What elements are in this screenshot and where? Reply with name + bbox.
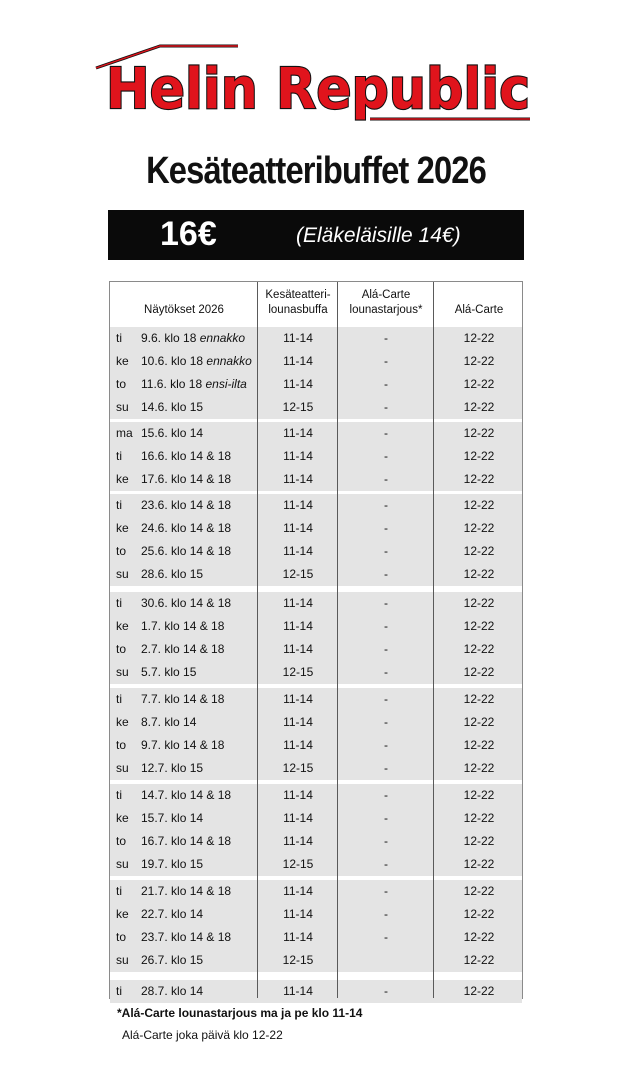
date-text: 1.7. klo 14 & 18: [141, 619, 225, 633]
day-cell: ke: [116, 715, 129, 729]
lunch-offer-cell: -: [384, 354, 388, 368]
buffet-cell: 11-14: [283, 472, 313, 486]
buffet-cell: 12-15: [282, 400, 314, 414]
day-cell: ke: [116, 619, 129, 633]
buffet-cell: 11-14: [283, 426, 313, 440]
lunch-offer-cell: -: [384, 472, 388, 486]
day-cell: su: [116, 400, 129, 414]
price-main: 16€: [160, 215, 217, 253]
date-cell: [141, 468, 231, 491]
date-cell: [141, 350, 252, 373]
day-cell: ti: [116, 449, 122, 463]
date-text: 17.6. klo 14 & 18: [141, 472, 232, 486]
date-text: 23.6. klo 14 & 18: [141, 498, 232, 512]
date-text: 26.7. klo 15: [141, 953, 204, 967]
date-cell: [141, 396, 203, 419]
buffet-cell: 11-14: [283, 834, 313, 848]
lunch-offer-cell: -: [384, 498, 388, 512]
buffet-cell: 11-14: [283, 354, 313, 368]
table-row: [110, 661, 522, 684]
alacarte-cell: 12-22: [463, 884, 495, 898]
day-cell: ke: [116, 811, 129, 825]
date-cell: [141, 517, 231, 540]
buffet-cell: 11-14: [283, 692, 313, 706]
date-cell: [141, 615, 224, 638]
lunch-offer-cell: -: [384, 521, 388, 535]
buffet-cell: 11-14: [283, 811, 313, 825]
day-cell: su: [116, 953, 129, 967]
header-buffet: [258, 288, 338, 318]
header-buffet-line2: lounasbuffa: [268, 304, 328, 316]
date-text: 28.7. klo 14: [141, 984, 204, 998]
buffet-cell: 11-14: [283, 984, 313, 998]
lunch-offer-cell: -: [384, 692, 388, 706]
column-divider: [337, 282, 338, 998]
date-cell: [141, 422, 203, 445]
alacarte-cell: 12-22: [463, 619, 495, 633]
alacarte-cell: 12-22: [463, 449, 495, 463]
lunch-offer-cell: -: [384, 665, 388, 679]
table-row: [110, 688, 522, 711]
table-row: [110, 615, 522, 638]
logo-text: Helin Republic: [106, 57, 530, 122]
lunch-offer-cell: -: [384, 811, 388, 825]
date-cell: [141, 880, 231, 903]
alacarte-cell: 12-22: [463, 567, 495, 581]
lunch-offer-cell: -: [384, 884, 388, 898]
date-cell: [141, 830, 231, 853]
day-cell: su: [116, 761, 129, 775]
date-text: 2.7. klo 14 & 18: [141, 642, 225, 656]
day-cell: su: [116, 567, 129, 581]
date-cell: [141, 807, 203, 830]
date-cell: [141, 711, 196, 734]
alacarte-cell: 12-22: [463, 354, 495, 368]
date-text: 15.6. klo 14: [141, 426, 204, 440]
date-cell: [141, 661, 196, 684]
week-group: [110, 688, 522, 780]
week-group: [110, 784, 522, 876]
header-alacarte: Alá-Carte: [454, 304, 504, 316]
alacarte-cell: 12-22: [463, 544, 495, 558]
date-text: 7.7. klo 14 & 18: [141, 692, 225, 706]
alacarte-cell: 12-22: [463, 953, 495, 967]
price-banner: [108, 210, 524, 260]
buffet-cell: 12-15: [282, 953, 314, 967]
table-row: [110, 592, 522, 615]
date-cell: [141, 903, 203, 926]
day-cell: ke: [116, 354, 129, 368]
alacarte-cell: 12-22: [463, 788, 495, 802]
alacarte-cell: 12-22: [463, 715, 495, 729]
table-row: [110, 757, 522, 780]
table-row: [110, 468, 522, 491]
buffet-cell: 12-15: [282, 567, 314, 581]
date-text: 22.7. klo 14: [141, 907, 204, 921]
table-row: [110, 807, 522, 830]
date-cell: [141, 327, 245, 350]
date-cell: [141, 540, 231, 563]
header-offer-line2: lounastarjous*: [349, 304, 423, 316]
buffet-cell: 11-14: [283, 449, 313, 463]
date-text: 21.7. klo 14 & 18: [141, 884, 232, 898]
date-text: 25.6. klo 14 & 18: [141, 544, 232, 558]
buffet-cell: 11-14: [283, 521, 313, 535]
date-text: 15.7. klo 14: [141, 811, 204, 825]
lunch-offer-cell: -: [384, 544, 388, 558]
date-cell: [141, 980, 203, 1003]
alacarte-cell: 12-22: [463, 331, 495, 345]
alacarte-cell: 12-22: [463, 907, 495, 921]
header-offer-line1: Alá-Carte: [361, 289, 411, 301]
lunch-offer-cell: -: [384, 567, 388, 581]
day-cell: to: [116, 642, 127, 656]
buffet-cell: 11-14: [283, 738, 313, 752]
lunch-offer-cell: -: [384, 400, 388, 414]
day-cell: ti: [116, 884, 122, 898]
table-row: [110, 445, 522, 468]
week-group: [110, 980, 522, 1003]
alacarte-cell: 12-22: [463, 692, 495, 706]
buffet-cell: 11-14: [283, 642, 313, 656]
table-row: [110, 327, 522, 350]
buffet-cell: 11-14: [283, 619, 313, 633]
buffet-cell: 11-14: [283, 907, 313, 921]
alacarte-cell: 12-22: [463, 521, 495, 535]
alacarte-cell: 12-22: [463, 377, 495, 391]
alacarte-cell: 12-22: [463, 400, 495, 414]
day-cell: su: [116, 665, 129, 679]
alacarte-cell: 12-22: [463, 761, 495, 775]
lunch-offer-cell: -: [384, 596, 388, 610]
table-row: [110, 734, 522, 757]
week-group: [110, 422, 522, 491]
date-text: 24.6. klo 14 & 18: [141, 521, 232, 535]
date-text: 16.7. klo 14 & 18: [141, 834, 232, 848]
table-header: [110, 282, 522, 326]
table-row: [110, 494, 522, 517]
helin-republic-logo: [0, 36, 632, 132]
date-text: 14.7. klo 14 & 18: [141, 788, 232, 802]
alacarte-cell: 12-22: [463, 498, 495, 512]
table-row: [110, 853, 522, 876]
date-text: 9.7. klo 14 & 18: [141, 738, 225, 752]
date-text: 12.7. klo 15: [141, 761, 204, 775]
date-cell: [141, 853, 203, 876]
date-text: 11.6. klo 18: [141, 377, 203, 391]
alacarte-cell: 12-22: [463, 665, 495, 679]
header-buffet-line1: Kesäteatteri-: [265, 289, 331, 301]
date-cell: [141, 926, 231, 949]
footnote-alacarte: Alá-Carte joka päivä klo 12-22: [122, 1028, 283, 1042]
lunch-offer-cell: -: [384, 984, 388, 998]
table-row: [110, 880, 522, 903]
alacarte-cell: 12-22: [463, 738, 495, 752]
week-group: [110, 592, 522, 684]
header-shows: Näytökset 2026: [144, 304, 224, 316]
day-cell: to: [116, 834, 127, 848]
day-cell: su: [116, 857, 129, 871]
week-group: [110, 880, 522, 972]
buffet-cell: 12-15: [282, 665, 314, 679]
column-divider: [433, 282, 434, 998]
day-cell: ti: [116, 596, 122, 610]
lunch-offer-cell: -: [384, 619, 388, 633]
date-cell: [141, 949, 203, 972]
alacarte-cell: 12-22: [463, 472, 495, 486]
date-text: 16.6. klo 14 & 18: [141, 449, 232, 463]
table-row: [110, 830, 522, 853]
page-title: Kesäteatteribuffet 2026: [146, 150, 486, 192]
date-text: 10.6. klo 18: [141, 354, 204, 368]
table-row: [110, 563, 522, 586]
buffet-cell: 11-14: [283, 884, 313, 898]
day-cell: ke: [116, 472, 129, 486]
day-cell: ke: [116, 521, 129, 535]
day-cell: ke: [116, 907, 129, 921]
day-cell: ti: [116, 788, 122, 802]
alacarte-cell: 12-22: [463, 426, 495, 440]
lunch-offer-cell: -: [384, 857, 388, 871]
day-cell: ti: [116, 984, 122, 998]
day-cell: ti: [116, 498, 122, 512]
date-cell: [141, 734, 224, 757]
show-note: ennakko: [199, 331, 246, 345]
table-row: [110, 638, 522, 661]
table-row: [110, 949, 522, 972]
lunch-offer-cell: -: [384, 642, 388, 656]
footnote-lunch-offer: *Alá-Carte lounastarjous ma ja pe klo 11-14: [117, 1006, 363, 1020]
lunch-offer-cell: -: [384, 377, 388, 391]
alacarte-cell: 12-22: [463, 930, 495, 944]
buffet-cell: 11-14: [283, 930, 313, 944]
date-text: 28.6. klo 15: [141, 567, 204, 581]
table-row: [110, 926, 522, 949]
lunch-offer-cell: -: [384, 930, 388, 944]
week-group: [110, 327, 522, 419]
buffet-cell: 12-15: [282, 761, 314, 775]
table-row: [110, 903, 522, 926]
table-row: [110, 711, 522, 734]
buffet-cell: 12-15: [282, 857, 314, 871]
day-cell: to: [116, 738, 127, 752]
alacarte-cell: 12-22: [463, 642, 495, 656]
table-row: [110, 422, 522, 445]
table-row: [110, 373, 522, 396]
date-cell: [141, 445, 231, 468]
buffet-cell: 11-14: [283, 788, 313, 802]
date-cell: [141, 373, 247, 396]
date-text: 9.6. klo 18: [141, 331, 197, 345]
header-lunch-offer: [338, 288, 434, 318]
buffet-cell: 11-14: [283, 596, 313, 610]
date-cell: [141, 638, 224, 661]
lunch-offer-cell: -: [384, 449, 388, 463]
date-text: 23.7. klo 14 & 18: [141, 930, 232, 944]
date-text: 19.7. klo 15: [141, 857, 204, 871]
date-cell: [141, 757, 203, 780]
alacarte-cell: 12-22: [463, 596, 495, 610]
date-text: 8.7. klo 14: [141, 715, 197, 729]
date-cell: [141, 592, 231, 615]
lunch-offer-cell: -: [384, 715, 388, 729]
day-cell: to: [116, 544, 127, 558]
lunch-offer-cell: -: [384, 426, 388, 440]
buffet-cell: 11-14: [283, 498, 313, 512]
buffet-cell: 11-14: [283, 544, 313, 558]
schedule-table: [109, 281, 523, 999]
show-note: ensi-ilta: [205, 377, 247, 391]
lunch-offer-cell: -: [384, 331, 388, 345]
day-cell: to: [116, 930, 127, 944]
table-row: [110, 517, 522, 540]
alacarte-cell: 12-22: [463, 857, 495, 871]
table-row: [110, 980, 522, 1003]
day-cell: ma: [116, 426, 133, 440]
lunch-offer-cell: -: [384, 788, 388, 802]
alacarte-cell: 12-22: [463, 811, 495, 825]
lunch-offer-cell: -: [384, 907, 388, 921]
table-row: [110, 396, 522, 419]
week-group: [110, 494, 522, 586]
date-text: 5.7. klo 15: [141, 665, 197, 679]
buffet-cell: 11-14: [283, 377, 313, 391]
table-row: [110, 350, 522, 373]
day-cell: ti: [116, 692, 122, 706]
alacarte-cell: 12-22: [463, 834, 495, 848]
lunch-offer-cell: -: [384, 761, 388, 775]
alacarte-cell: 12-22: [463, 984, 495, 998]
table-row: [110, 784, 522, 807]
date-cell: [141, 494, 231, 517]
buffet-cell: 11-14: [283, 715, 313, 729]
date-cell: [141, 784, 231, 807]
date-cell: [141, 563, 203, 586]
day-cell: to: [116, 377, 127, 391]
lunch-offer-cell: -: [384, 834, 388, 848]
table-row: [110, 540, 522, 563]
column-divider: [257, 282, 258, 998]
date-text: 14.6. klo 15: [141, 400, 204, 414]
price-senior: (Eläkeläisille 14€): [296, 224, 461, 247]
date-text: 30.6. klo 14 & 18: [141, 596, 232, 610]
show-note: ennakko: [206, 354, 252, 368]
day-cell: ti: [116, 331, 122, 345]
buffet-cell: 11-14: [283, 331, 313, 345]
date-cell: [141, 688, 224, 711]
lunch-offer-cell: -: [384, 738, 388, 752]
